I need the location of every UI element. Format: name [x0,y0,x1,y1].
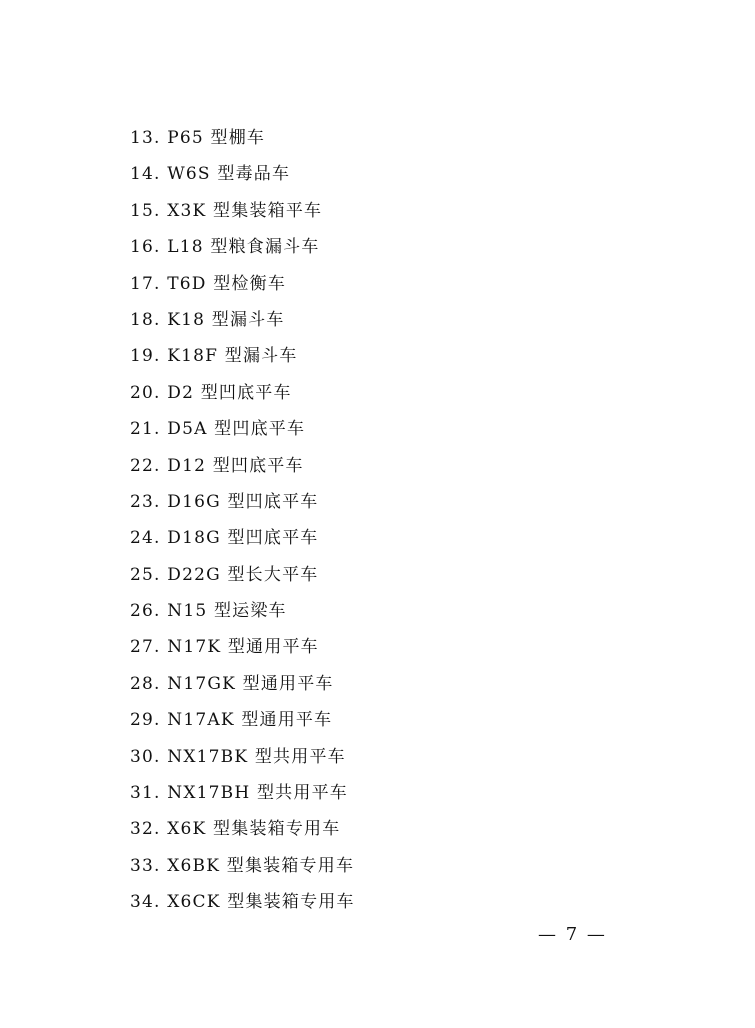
list-item: 23. D16G 型凹底平车 [130,491,319,512]
vehicle-type-list [130,124,355,925]
list-item: 34. X6CK 型集装箱专用车 [130,892,355,913]
list-item: 19. K18F 型漏斗车 [130,346,298,367]
list-item: 33. X6BK 型集装箱专用车 [130,855,355,876]
list-item: 13. P65 型棚车 [130,128,266,148]
list-item: 27. N17K 型通用平车 [130,637,319,658]
list-item: 31. NX17BH 型共用平车 [130,783,348,804]
list-item: 22. D12 型凹底平车 [130,455,304,476]
list-item: 16. L18 型粮食漏斗车 [130,237,320,258]
list-item: 29. N17AK 型通用平车 [130,710,333,731]
list-item: 15. X3K 型集装箱平车 [130,200,323,221]
list-item: 32. X6K 型集装箱专用车 [130,819,341,840]
list-item: 28. N17GK 型通用平车 [130,673,334,694]
list-item: 21. D5A 型凹底平车 [130,419,306,440]
list-item: 26. N15 型运梁车 [130,601,287,622]
list-item: 18. K18 型漏斗车 [130,309,285,330]
list-item: 24. D18G 型凹底平车 [130,528,319,549]
list-item: 20. D2 型凹底平车 [130,382,292,403]
list-item: 17. T6D 型检衡车 [130,273,287,294]
list-item: 14. W6S 型毒品车 [130,164,291,185]
list-item: 25. D22G 型长大平车 [130,564,319,585]
list-item: 30. NX17BK 型共用平车 [130,746,346,767]
page-number: — 7 — [538,924,607,945]
